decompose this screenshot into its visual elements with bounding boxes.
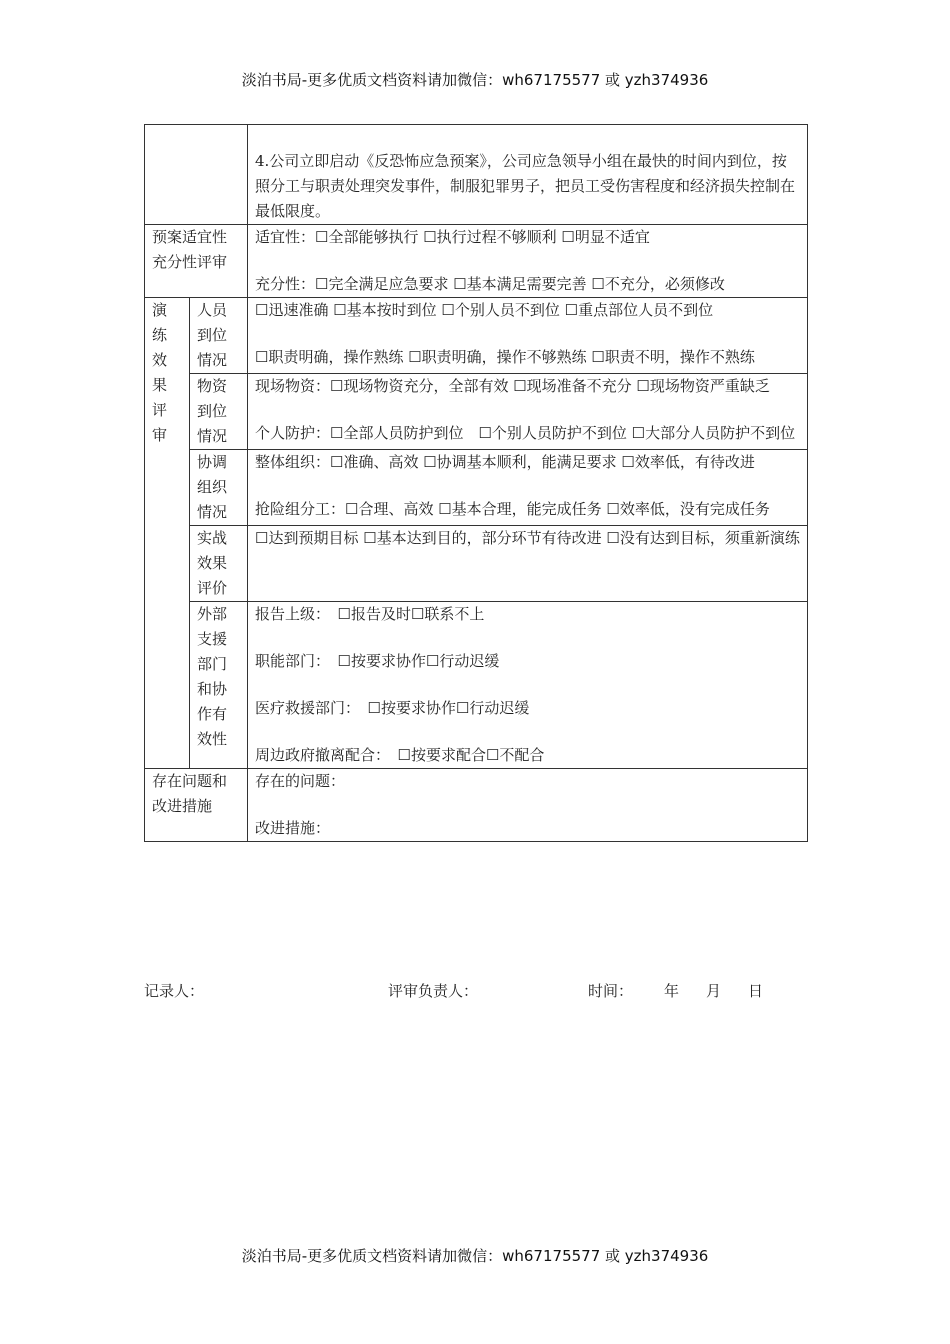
effect-cell [248,526,808,602]
suitability-label: 预案适宜性充分性评审 [145,225,248,298]
table-row [145,374,808,450]
external-cell [248,602,808,769]
empty-label-cell [145,125,248,225]
time-label: 时间： [588,982,634,1000]
personnel-line-2: ☐职责明确，操作熟练 ☐职责明确，操作不够熟练 ☐职责不明，操作不熟练 [255,348,755,366]
external-line-2: 职能部门： ☐按要求协作☐行动迟缓 [255,652,500,670]
personnel-cell [248,298,808,374]
issues-label: 存在问题和改进措施 [145,769,248,842]
reviewer-label: 评审负责人： [388,982,479,1000]
table-row [145,769,808,842]
coordination-line-1: 整体组织：☐准确、高效 ☐协调基本顺利，能满足要求 ☐效率低，有待改进 [255,453,755,471]
drill-review-table [144,124,808,842]
footer-watermark: 淡泊书局-更多优质文档资料请加微信：wh67175577 或 yzh374936 [241,1247,709,1265]
coordination-line-2: 抢险组分工：☐合理、高效 ☐基本合理，能完成任务 ☐效率低，没有完成任务 [255,500,770,518]
intro-text: 4.公司立即启动《反恐怖应急预案》，公司应急领导小组在最快的时间内到位，按照分工与职责处理突发事件，制服犯罪男子，把员工受伤害程度和经济损失控制在最低限度。 [255,152,796,220]
external-line-4: 周边政府撤离配合： ☐按要求配合☐不配合 [255,746,545,764]
day-label: 日 [748,982,764,1000]
issues-cell [248,769,808,842]
effect-label: 实战效果评价 [190,526,248,602]
external-line-3: 医疗救援部门： ☐按要求协作☐行动迟缓 [255,699,530,717]
table-row [145,125,808,225]
effect-line-1: ☐达到预期目标 ☐基本达到目的，部分环节有待改进 ☐没有达到目标，须重新演练 [255,529,800,547]
table-row [145,225,808,298]
suitability-cell [248,225,808,298]
coordination-cell [248,450,808,526]
personnel-line-1: ☐迅速准确 ☐基本按时到位 ☐个别人员不到位 ☐重点部位人员不到位 [255,301,714,319]
table-row [145,602,808,769]
table-row [145,298,808,374]
table-row [145,526,808,602]
drill-section-label: 演练效果评审 [145,298,190,769]
personnel-label: 人员到位情况 [190,298,248,374]
year-label: 年 [664,982,680,1000]
issues-line-1: 存在的问题： [255,772,346,790]
materials-cell [248,374,808,450]
intro-cell [248,125,808,225]
external-line-1: 报告上级： ☐报告及时☐联系不上 [255,605,485,623]
external-label: 外部支援部门和协作有效性 [190,602,248,769]
materials-label: 物资到位情况 [190,374,248,450]
table-row [145,450,808,526]
adequacy-line: 充分性：☐完全满足应急要求 ☐基本满足需要完善 ☐不充分，必须修改 [255,275,725,293]
issues-line-2: 改进措施： [255,819,331,837]
recorder-label: 记录人： [144,982,205,1000]
coordination-label: 协调组织情况 [190,450,248,526]
materials-line-2: 个人防护：☐全部人员防护到位 ☐个别人员防护不到位 ☐大部分人员防护不到位 [255,424,796,442]
month-label: 月 [706,982,722,1000]
header-watermark: 淡泊书局-更多优质文档资料请加微信：wh67175577 或 yzh374936 [241,71,709,89]
materials-line-1: 现场物资：☐现场物资充分，全部有效 ☐现场准备不充分 ☐现场物资严重缺乏 [255,377,770,395]
suitability-line: 适宜性：☐全部能够执行 ☐执行过程不够顺利 ☐明显不适宜 [255,228,650,246]
